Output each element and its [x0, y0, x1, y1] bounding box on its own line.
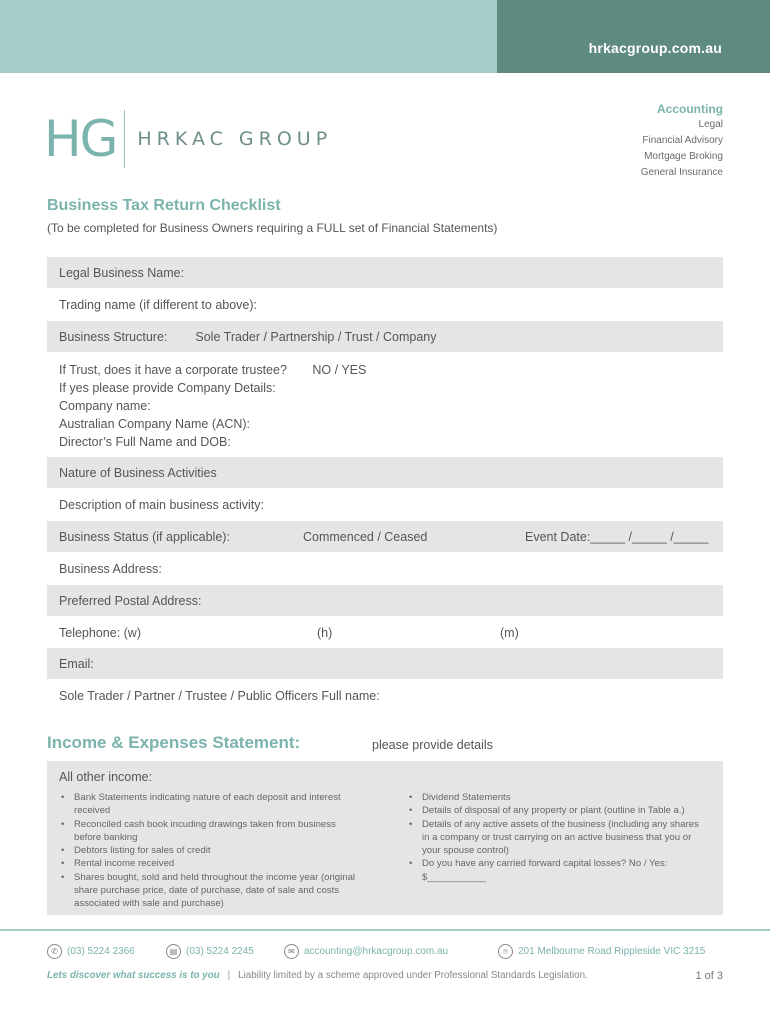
liability-note: Liability limited by a scheme approved under Professional Standards Legislation.	[238, 970, 588, 981]
income-list-left	[59, 791, 365, 911]
footer-phone-1[interactable]	[47, 944, 135, 959]
page-number: 1 of 3	[695, 970, 723, 982]
postal-address-field[interactable]	[47, 585, 723, 616]
trust-options[interactable]: NO / YES	[312, 363, 367, 377]
acn-label: Australian Company Name (ACN):	[59, 417, 251, 431]
location-icon: ⌾	[498, 944, 513, 959]
field-label: Sole Trader / Partner / Trustee / Public Officers Full name:	[59, 688, 380, 703]
logo-divider	[124, 110, 125, 168]
email-field[interactable]	[47, 648, 723, 679]
list-item: • Do you have any carried forward capital losses? No / Yes: $___________	[407, 857, 707, 884]
description-field[interactable]	[47, 489, 723, 520]
email-text: accounting@hrkacgroup.com.au	[304, 946, 449, 957]
field-label: Trading name (if different to above):	[59, 297, 258, 312]
footer-phone-2[interactable]	[166, 944, 254, 959]
telephone-field[interactable]	[47, 617, 723, 648]
tagline: Lets discover what success is to you	[47, 970, 220, 981]
list-item: • Rental income received	[59, 857, 365, 870]
field-label: Preferred Postal Address:	[59, 593, 202, 608]
list-item: • Reconciled cash book incuding drawings taken from business before banking	[59, 818, 365, 845]
director-label: Director’s Full Name and DOB:	[59, 435, 231, 449]
document-title: Business Tax Return Checklist	[47, 197, 281, 214]
logo-mark: HG	[44, 110, 117, 168]
list-item: • Debtors listing for sales of credit	[59, 844, 365, 857]
company-details-label: If yes please provide Company Details:	[59, 381, 276, 395]
footer-separator: |	[227, 970, 231, 981]
telephone-home-label: (h)	[317, 625, 333, 640]
field-label: Business Status (if applicable):	[59, 529, 230, 544]
event-date[interactable]: Event Date:_____ /_____ /_____	[525, 529, 709, 544]
officer-name-field[interactable]	[47, 680, 723, 711]
website-link[interactable]: hrkacgroup.com.au	[588, 40, 722, 56]
list-item: • Details of any active assets of the business (including any shares in a company or trust carrying on an active business that you or your spouse control)	[407, 818, 707, 858]
telephone-work-label: Telephone: (w)	[59, 625, 141, 640]
footer-address	[498, 944, 705, 959]
nature-field[interactable]	[47, 457, 723, 488]
service-item: Legal	[698, 119, 723, 130]
address-text: 201 Melbourne Road Rippleside VIC 3215	[518, 946, 706, 957]
business-structure-field[interactable]	[47, 321, 723, 352]
income-section-note: please provide details	[372, 738, 493, 752]
trading-name-field[interactable]	[47, 289, 723, 320]
field-label: Legal Business Name:	[59, 265, 185, 280]
income-section-title: Income & Expenses Statement:	[47, 733, 301, 752]
footer-divider	[0, 929, 770, 931]
footer-email[interactable]	[284, 944, 448, 959]
field-label: Business Structure:	[59, 329, 168, 344]
list-item: • Dividend Statements	[407, 791, 707, 804]
service-item: Accounting	[657, 102, 723, 116]
header-bar	[0, 0, 770, 73]
field-label: Email:	[59, 656, 94, 671]
trust-question: If Trust, does it have a corporate trustee?	[59, 363, 287, 377]
field-label: Description of main business activity:	[59, 497, 264, 512]
business-address-field[interactable]	[47, 553, 723, 584]
logo-name: HRKAC GROUP	[137, 128, 333, 150]
trust-details-block	[59, 361, 366, 451]
service-item: Mortgage Broking	[644, 151, 723, 162]
structure-options[interactable]: Sole Trader / Partnership / Trust / Company	[195, 329, 437, 344]
list-item: • Bank Statements indicating nature of each deposit and interest received	[59, 791, 365, 818]
company-name-label: Company name:	[59, 399, 151, 413]
footer-bottom	[47, 970, 723, 982]
list-item: • Shares bought, sold and held throughout the income year (original share purchase price, date of purchase, date of sale and costs associated with sale and purchase)	[59, 871, 365, 911]
fax-text: (03) 5224 2245	[186, 946, 254, 957]
status-options[interactable]: Commenced / Ceased	[303, 529, 428, 544]
email-icon: ✉	[284, 944, 299, 959]
service-item: General Insurance	[640, 167, 723, 178]
service-item: Financial Advisory	[642, 135, 723, 146]
list-item: • Details of disposal of any property or plant (outline in Table a.)	[407, 804, 707, 817]
services-list	[641, 101, 723, 181]
phone-text: (03) 5224 2366	[67, 946, 135, 957]
fax-icon: ▤	[166, 944, 181, 959]
header-url-block	[497, 0, 770, 73]
income-list-right	[407, 791, 707, 884]
legal-name-field[interactable]	[47, 257, 723, 288]
business-status-field[interactable]	[47, 521, 723, 552]
field-label: Nature of Business Activities	[59, 465, 217, 480]
company-logo	[44, 110, 332, 168]
field-label: Business Address:	[59, 561, 162, 576]
telephone-mobile-label: (m)	[500, 625, 519, 640]
phone-icon: ✆	[47, 944, 62, 959]
income-box-heading: All other income:	[59, 770, 153, 784]
income-box	[47, 761, 723, 915]
document-subtitle: (To be completed for Business Owners requiring a FULL set of Financial Statements)	[47, 221, 498, 235]
